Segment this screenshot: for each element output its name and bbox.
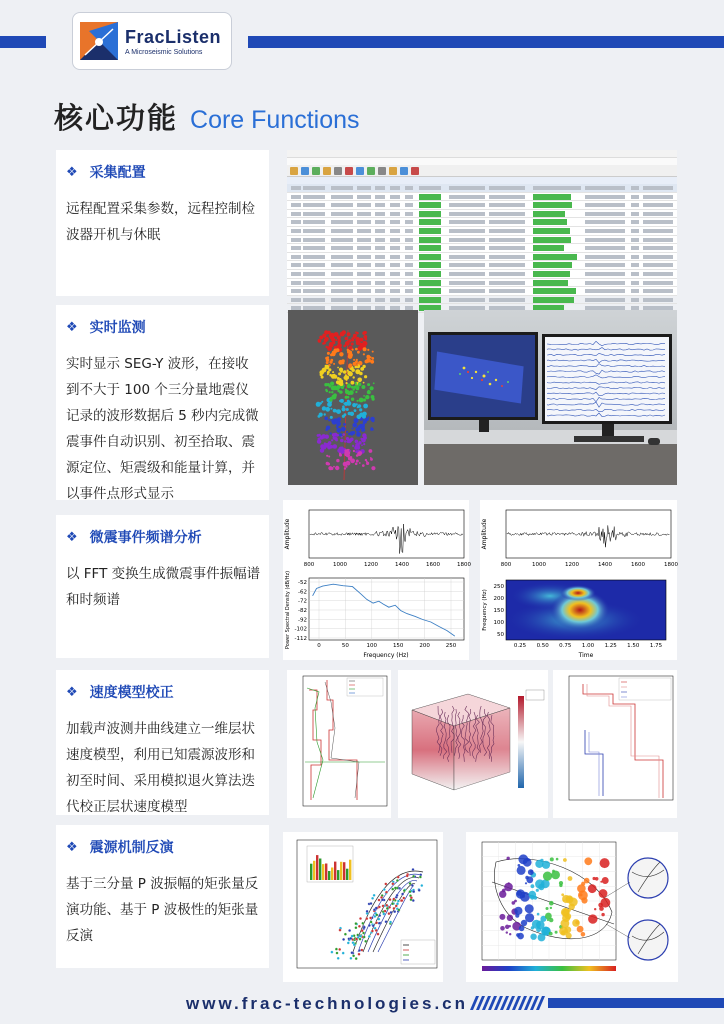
waveform-trace xyxy=(507,525,669,547)
waveform-tick-label: 1200 xyxy=(364,562,378,568)
beachball-scatter-plot xyxy=(466,832,678,982)
header-bar-right xyxy=(248,36,724,48)
logo-tagline: A Microseismic Solutions xyxy=(125,48,203,56)
monitoring-room-photo xyxy=(424,310,677,485)
table-row[interactable] xyxy=(287,287,677,296)
tf-y-tick-label: 150 xyxy=(493,608,504,614)
diamond-icon: ❖ xyxy=(66,684,78,700)
waveform-tick-label: 1600 xyxy=(631,562,645,568)
diamond-icon: ❖ xyxy=(66,839,78,855)
psd-y-tick-label: -72 xyxy=(298,598,307,605)
section-title: 微震事件频谱分析 xyxy=(89,530,202,546)
section-velocity-model xyxy=(56,670,269,815)
waveform-tick-label: 1000 xyxy=(333,562,347,568)
table-row[interactable] xyxy=(287,244,677,253)
tf-waveform-ylabel: Amplitude xyxy=(481,518,488,550)
tf-x-tick-label: 0.50 xyxy=(536,643,549,649)
tf-ylabel: Frequency (Hz) xyxy=(482,589,488,631)
section-body: 实时显示 SEG-Y 波形，在接收到不大于 100 个三分量地震仪记录的波形数据后 5 秒内完成微震事件自动识别、初至拾取、震源定位、矩震级和能量计算，并以事件点形式显示 xyxy=(66,356,259,502)
diamond-icon: ❖ xyxy=(66,164,78,180)
psd-x-tick-label: 0 xyxy=(317,643,321,649)
psd-ylabel: Power Spectral Density (dB/Hz) xyxy=(285,570,291,650)
table-row[interactable] xyxy=(287,279,677,288)
waveform-tick-label: 1000 xyxy=(532,562,546,568)
section-focal-mechanism xyxy=(56,825,269,968)
beachball-icon xyxy=(628,858,668,898)
acquisition-software-screenshot xyxy=(287,150,677,296)
psd-y-tick-label: -92 xyxy=(298,617,307,624)
section-body: 加载声波测井曲线建立一维层状速度模型，利用已知震源波形和初至时间、采用模拟退火算法迭代校正层状速度模型 xyxy=(66,721,255,815)
table-row[interactable] xyxy=(287,236,677,245)
section-acquisition xyxy=(56,150,269,296)
psd-y-tick-label: -52 xyxy=(298,580,307,586)
well-log-velocity-plot xyxy=(287,670,391,818)
psd-x-tick-label: 150 xyxy=(392,643,404,649)
waveform-tick-label: 1800 xyxy=(664,562,678,568)
psd-y-tick-label: -112 xyxy=(294,636,307,642)
event-cloud-3d-view xyxy=(288,310,418,485)
tf-x-tick-label: 1.50 xyxy=(627,643,640,649)
tf-xlabel: Time xyxy=(578,652,594,659)
tf-x-tick-label: 0.75 xyxy=(559,643,572,649)
psd-x-tick-label: 100 xyxy=(366,643,378,649)
table-row[interactable] xyxy=(287,193,677,202)
waveform-tick-label: 800 xyxy=(303,562,315,568)
logo-name: FracListen xyxy=(125,26,222,47)
waveform-tick-label: 1600 xyxy=(426,562,440,568)
section-monitoring xyxy=(56,305,269,500)
section-title: 采集配置 xyxy=(89,165,146,181)
focal-mechanism-map xyxy=(283,832,443,982)
table-row[interactable] xyxy=(287,253,677,262)
psd-x-tick-label: 200 xyxy=(419,643,430,649)
table-row[interactable] xyxy=(287,218,677,227)
tf-y-tick-label: 50 xyxy=(497,632,504,638)
logo xyxy=(72,12,232,70)
table-row[interactable] xyxy=(287,296,677,305)
psd-y-tick-label: -82 xyxy=(298,608,307,614)
velocity-model-3d xyxy=(398,670,548,818)
waveform-tick-label: 1400 xyxy=(598,562,612,568)
section-body: 基于三分量 P 波振幅的矩张量反演功能、基于 P 波极性的矩张量反演 xyxy=(66,876,259,944)
diamond-icon: ❖ xyxy=(66,319,78,335)
tf-x-tick-label: 1.25 xyxy=(604,643,617,649)
section-title: 速度模型校正 xyxy=(89,685,174,701)
tf-x-tick-label: 1.00 xyxy=(581,643,595,649)
section-body: 以 FFT 变换生成微震事件振幅谱和时频谱 xyxy=(66,566,261,608)
page-title xyxy=(54,96,360,137)
table-row[interactable] xyxy=(287,227,677,236)
table-row[interactable] xyxy=(287,201,677,210)
psd-x-tick-label: 250 xyxy=(445,643,457,649)
table-header-row xyxy=(287,184,677,193)
page-title-en: Core Functions xyxy=(190,106,360,134)
time-frequency-chart xyxy=(480,500,677,660)
tf-x-tick-label: 1.75 xyxy=(649,643,663,649)
logo-icon xyxy=(79,21,119,61)
tf-y-tick-label: 100 xyxy=(493,620,504,626)
footer-stripes xyxy=(470,996,724,1010)
waveform-tick-label: 1400 xyxy=(395,562,409,568)
tf-x-tick-label: 0.25 xyxy=(513,643,527,649)
diamond-icon: ❖ xyxy=(66,529,78,545)
table-row[interactable] xyxy=(287,210,677,219)
psd-x-tick-label: 50 xyxy=(341,643,349,649)
psd-xlabel: Frequency (Hz) xyxy=(363,652,409,659)
waveform-ylabel: Amplitude xyxy=(284,518,291,550)
table-row[interactable] xyxy=(287,261,677,270)
spectrum-chart xyxy=(283,500,469,660)
header-bar-left xyxy=(0,36,46,48)
table-row[interactable] xyxy=(287,270,677,279)
waveform-tick-label: 1200 xyxy=(565,562,579,568)
waveform-trace xyxy=(310,524,463,554)
tf-y-tick-label: 250 xyxy=(493,584,504,590)
footer-url: www.frac-technologies.cn xyxy=(186,994,469,1013)
section-spectrum xyxy=(56,515,269,658)
section-body: 远程配置采集参数，远程控制检波器开机与休眠 xyxy=(66,201,255,243)
page-title-cn: 核心功能 xyxy=(54,101,179,135)
section-title: 震源机制反演 xyxy=(89,840,174,856)
tf-y-tick-label: 200 xyxy=(493,596,504,602)
waveform-tick-label: 800 xyxy=(500,562,512,568)
section-title: 实时监测 xyxy=(89,320,146,336)
psd-y-tick-label: -62 xyxy=(298,589,307,596)
velocity-profile-plot xyxy=(553,670,677,818)
waveform-tick-label: 1800 xyxy=(457,562,471,568)
psd-y-tick-label: -102 xyxy=(294,626,307,633)
